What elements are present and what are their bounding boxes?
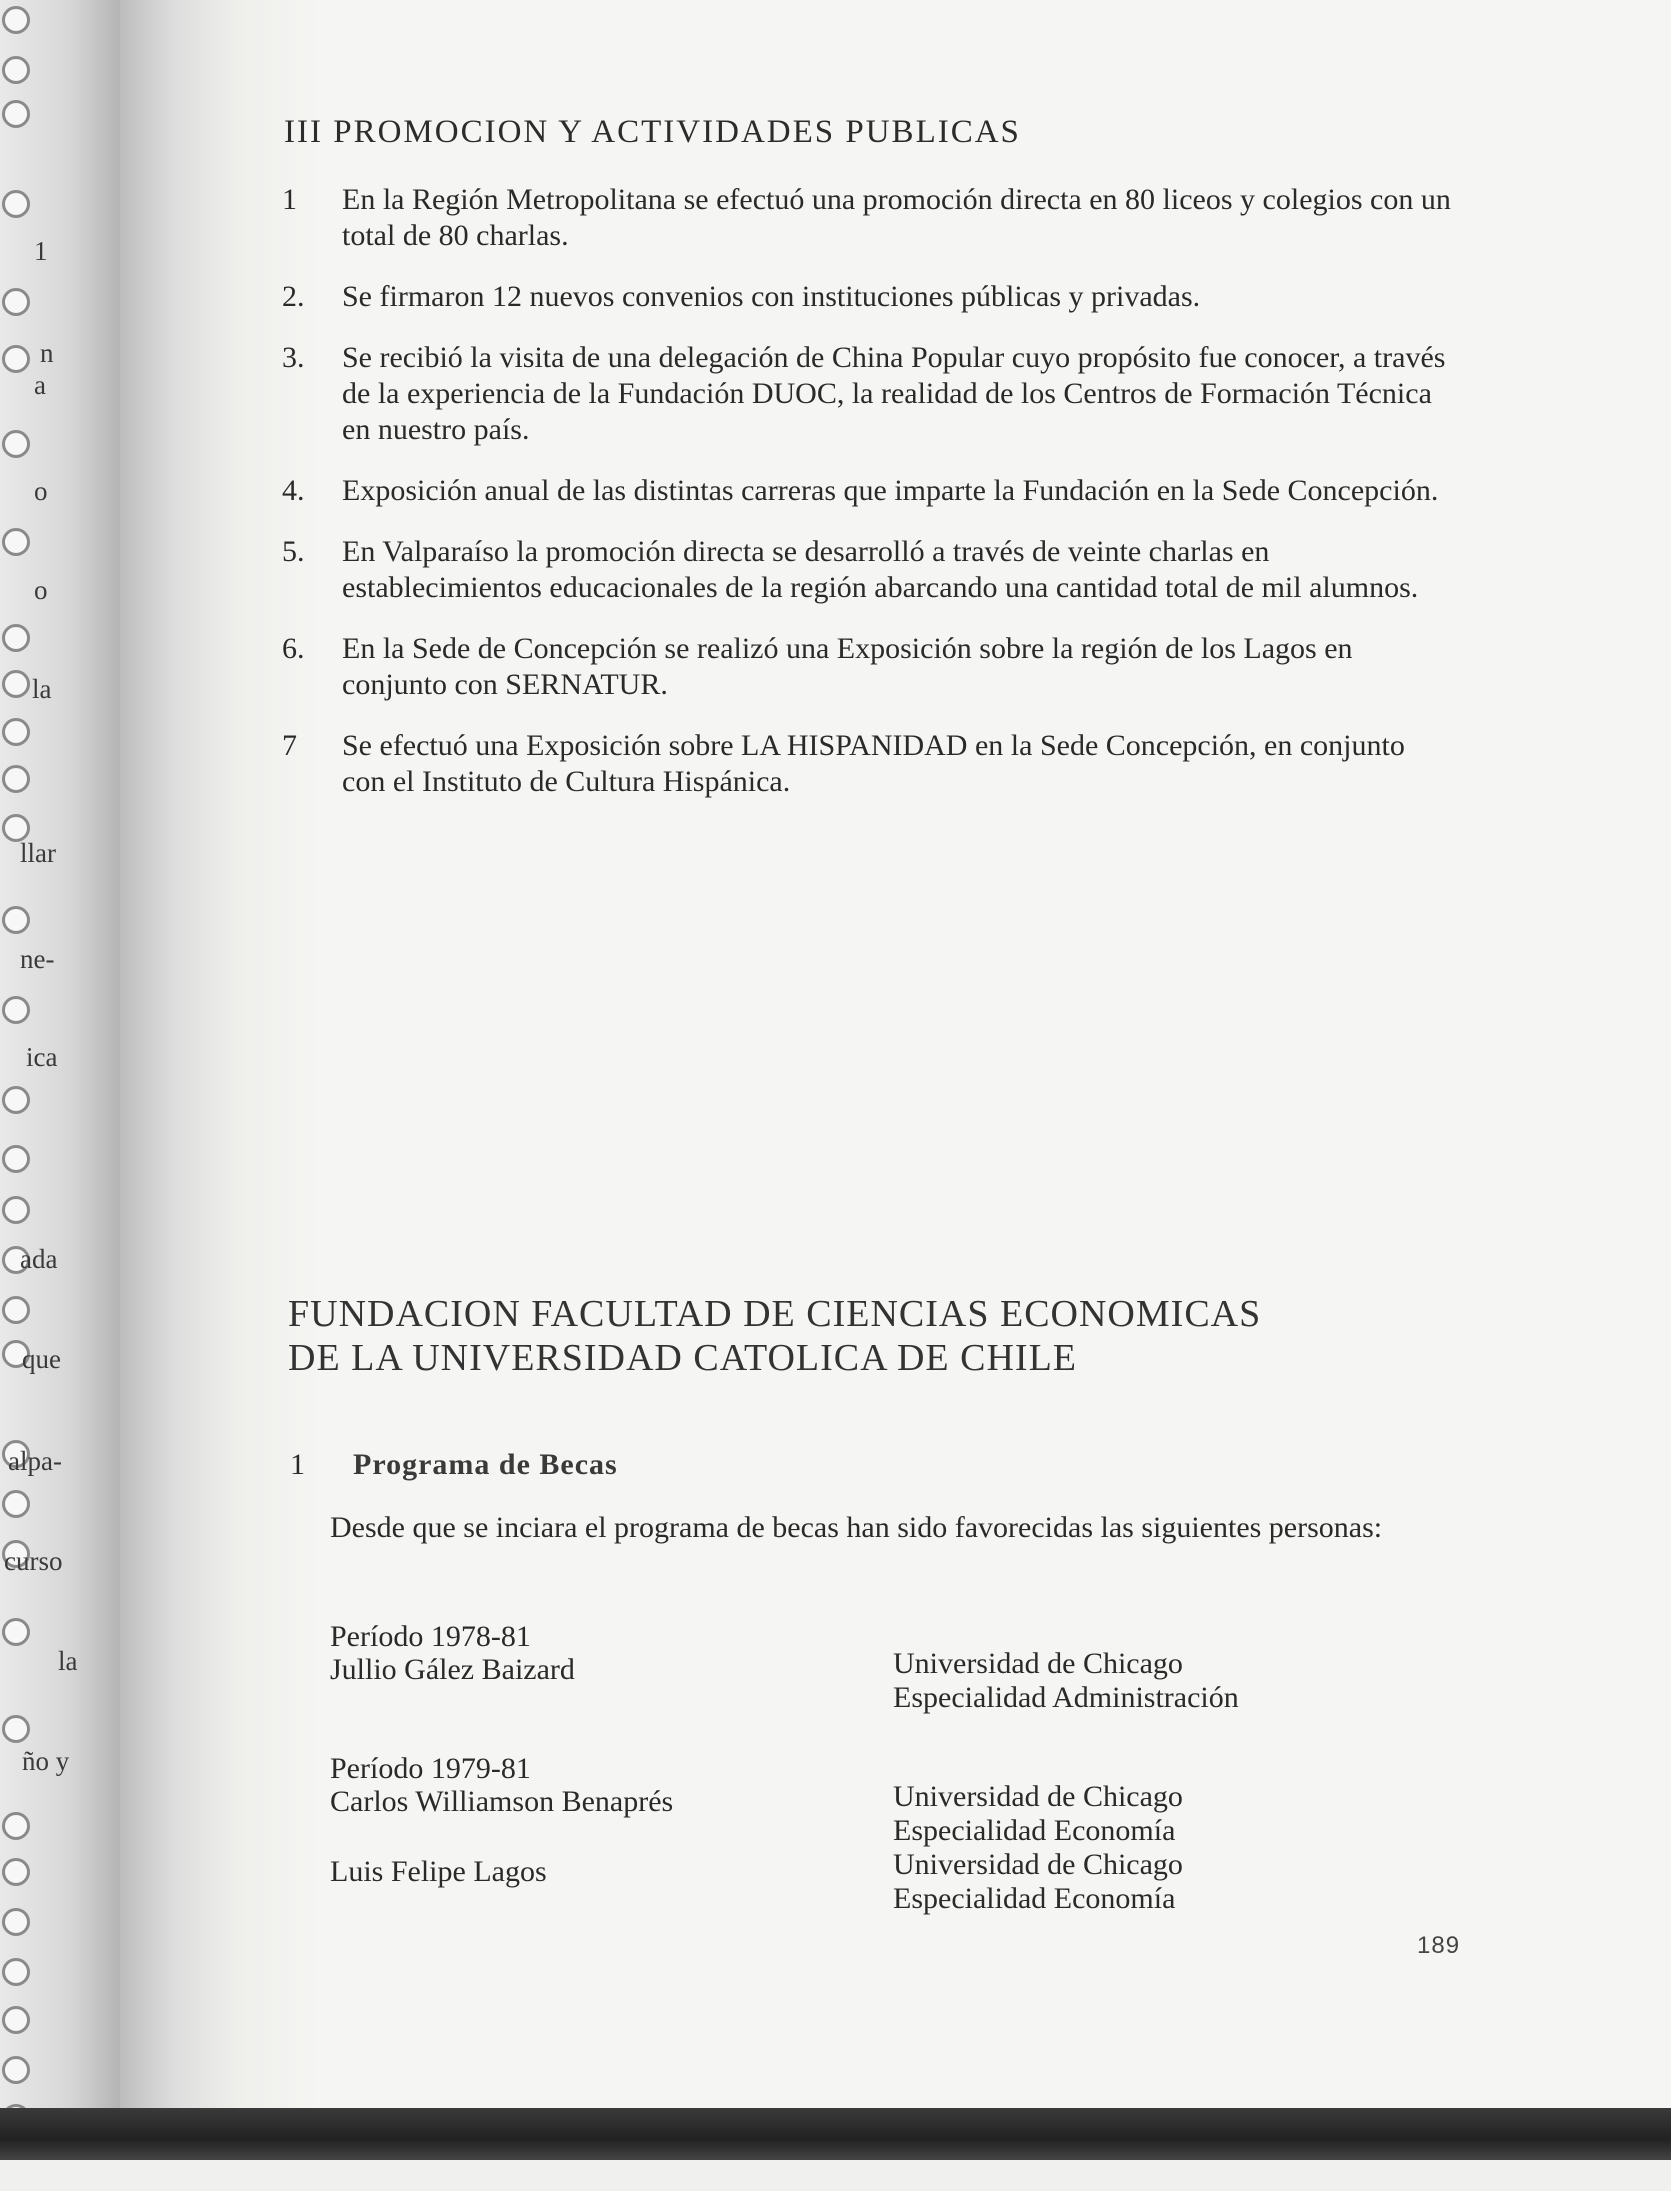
scholar-name: Carlos Williamson Benaprés	[330, 1785, 674, 1818]
margin-fragment: o	[34, 575, 48, 605]
margin-fragment: 1	[34, 236, 48, 266]
scholar-specialty: Especialidad Economía	[893, 1882, 1176, 1915]
margin-fragment: a	[34, 370, 46, 400]
binding-ring-icon	[2, 718, 30, 746]
list-item	[282, 534, 1452, 606]
binding-ring-icon	[2, 288, 30, 316]
item-number: 1	[282, 183, 297, 216]
item-number: 7	[282, 729, 297, 762]
margin-fragment: ne-	[20, 944, 55, 974]
margin-fragment: llar	[20, 838, 56, 868]
scholar-university: Universidad de Chicago	[893, 1780, 1183, 1813]
binding-ring-icon	[2, 765, 30, 793]
foundation-title-line: DE LA UNIVERSIDAD CATOLICA DE CHILE	[288, 1337, 1077, 1379]
item-text: En la Región Metropolitana se efectuó una promoción directa en 80 liceos y colegios con un total de 80 charlas.	[342, 183, 1451, 252]
scholar-specialty: Especialidad Economía	[893, 1814, 1176, 1847]
binding-ring-icon	[2, 190, 30, 218]
item-text: En la Sede de Concepción se realizó una Exposición sobre la región de los Lagos en conjunto con SERNATUR.	[342, 632, 1353, 701]
list-item	[282, 631, 1452, 703]
list-item	[282, 279, 1452, 315]
binding-ring-icon	[2, 996, 30, 1024]
list-item	[282, 182, 1452, 254]
margin-fragment: que	[22, 1344, 61, 1374]
binding-ring-icon	[2, 1490, 30, 1518]
margin-fragment: o	[34, 476, 48, 506]
scholarship-intro: Desde que se inciara el programa de becas han sido favorecidas las siguientes personas:	[330, 1511, 1383, 1544]
margin-fragment: ada	[20, 1244, 58, 1274]
item-number: 2.	[282, 280, 305, 313]
binding-ring-icon	[2, 1908, 30, 1936]
binding-ring-icon	[2, 906, 30, 934]
binding-ring-icon	[2, 528, 30, 556]
period-label: Período 1978-81	[330, 1620, 531, 1653]
item-number: 4.	[282, 474, 305, 507]
list-item	[282, 340, 1452, 448]
item-text: Se recibió la visita de una delegación de China Popular cuyo propósito fue conocer, a través de la experiencia de la Fundación DUOC, la realidad de los Centros de Formación Técnica en nuestro país.	[342, 341, 1446, 446]
list-item	[282, 728, 1452, 800]
scholar-specialty: Especialidad Administración	[893, 1681, 1239, 1714]
scholar-university: Universidad de Chicago	[893, 1848, 1183, 1881]
period-label: Período 1979-81	[330, 1752, 531, 1785]
item-text: Exposición anual de las distintas carreras que imparte la Fundación en la Sede Concepción.	[342, 474, 1439, 507]
binding-ring-icon	[2, 1958, 30, 1986]
scholar-university: Universidad de Chicago	[893, 1647, 1183, 1680]
margin-fragment: curso	[4, 1546, 63, 1576]
binding-ring-icon	[2, 100, 30, 128]
binding-ring-icon	[2, 1715, 30, 1743]
item-number: 5.	[282, 535, 305, 568]
item-text: Se efectuó una Exposición sobre LA HISPANIDAD en la Sede Concepción, en conjunto con el Instituto de Cultura Hispánica.	[342, 729, 1405, 798]
binding-ring-icon	[2, 670, 30, 698]
scholar-name: Jullio Gález Baizard	[330, 1653, 575, 1686]
page-number: 189	[1417, 1932, 1461, 1959]
binding-ring-icon	[2, 1196, 30, 1224]
binding-ring-icon	[2, 1086, 30, 1114]
margin-fragment: la	[58, 1646, 78, 1676]
margin-fragment: n	[40, 338, 54, 368]
binding-ring-icon	[2, 1296, 30, 1324]
subsection-heading: Programa de Becas	[353, 1448, 618, 1481]
binding-ring-icon	[2, 56, 30, 84]
activities-list	[282, 182, 1452, 825]
foundation-title	[288, 1292, 1261, 1380]
scan-shadow-band	[0, 2108, 1671, 2160]
subsection-number: 1	[290, 1448, 305, 1481]
item-number: 6.	[282, 632, 305, 665]
margin-fragment: ño y	[22, 1746, 70, 1776]
binding-ring-icon	[2, 1145, 30, 1173]
section-heading: III PROMOCION Y ACTIVIDADES PUBLICAS	[284, 114, 1021, 150]
binding-ring-icon	[2, 2056, 30, 2084]
binding-ring-icon	[2, 345, 30, 373]
item-text: En Valparaíso la promoción directa se desarrolló a través de veinte charlas en establecimientos educacionales de la región abarcando una cantidad total de mil alumnos.	[342, 535, 1419, 604]
list-item	[282, 473, 1452, 509]
scholar-name: Luis Felipe Lagos	[330, 1855, 547, 1888]
binding-ring-icon	[2, 1858, 30, 1886]
margin-fragment: la	[32, 674, 52, 704]
binding-ring-icon	[2, 624, 30, 652]
binding-ring-icon	[2, 430, 30, 458]
item-text: Se firmaron 12 nuevos convenios con instituciones públicas y privadas.	[342, 280, 1201, 313]
foundation-title-line: FUNDACION FACULTAD DE CIENCIAS ECONOMICAS	[288, 1293, 1262, 1335]
scan-bottom-edge	[0, 2160, 1671, 2191]
binding-ring-icon	[2, 6, 30, 34]
margin-fragment: alpa-	[8, 1446, 62, 1476]
item-number: 3.	[282, 341, 305, 374]
binding-ring-icon	[2, 2006, 30, 2034]
previous-page-edge	[0, 0, 120, 2120]
binding-ring-icon	[2, 1618, 30, 1646]
margin-fragment: ica	[26, 1042, 58, 1072]
binding-ring-icon	[2, 1812, 30, 1840]
